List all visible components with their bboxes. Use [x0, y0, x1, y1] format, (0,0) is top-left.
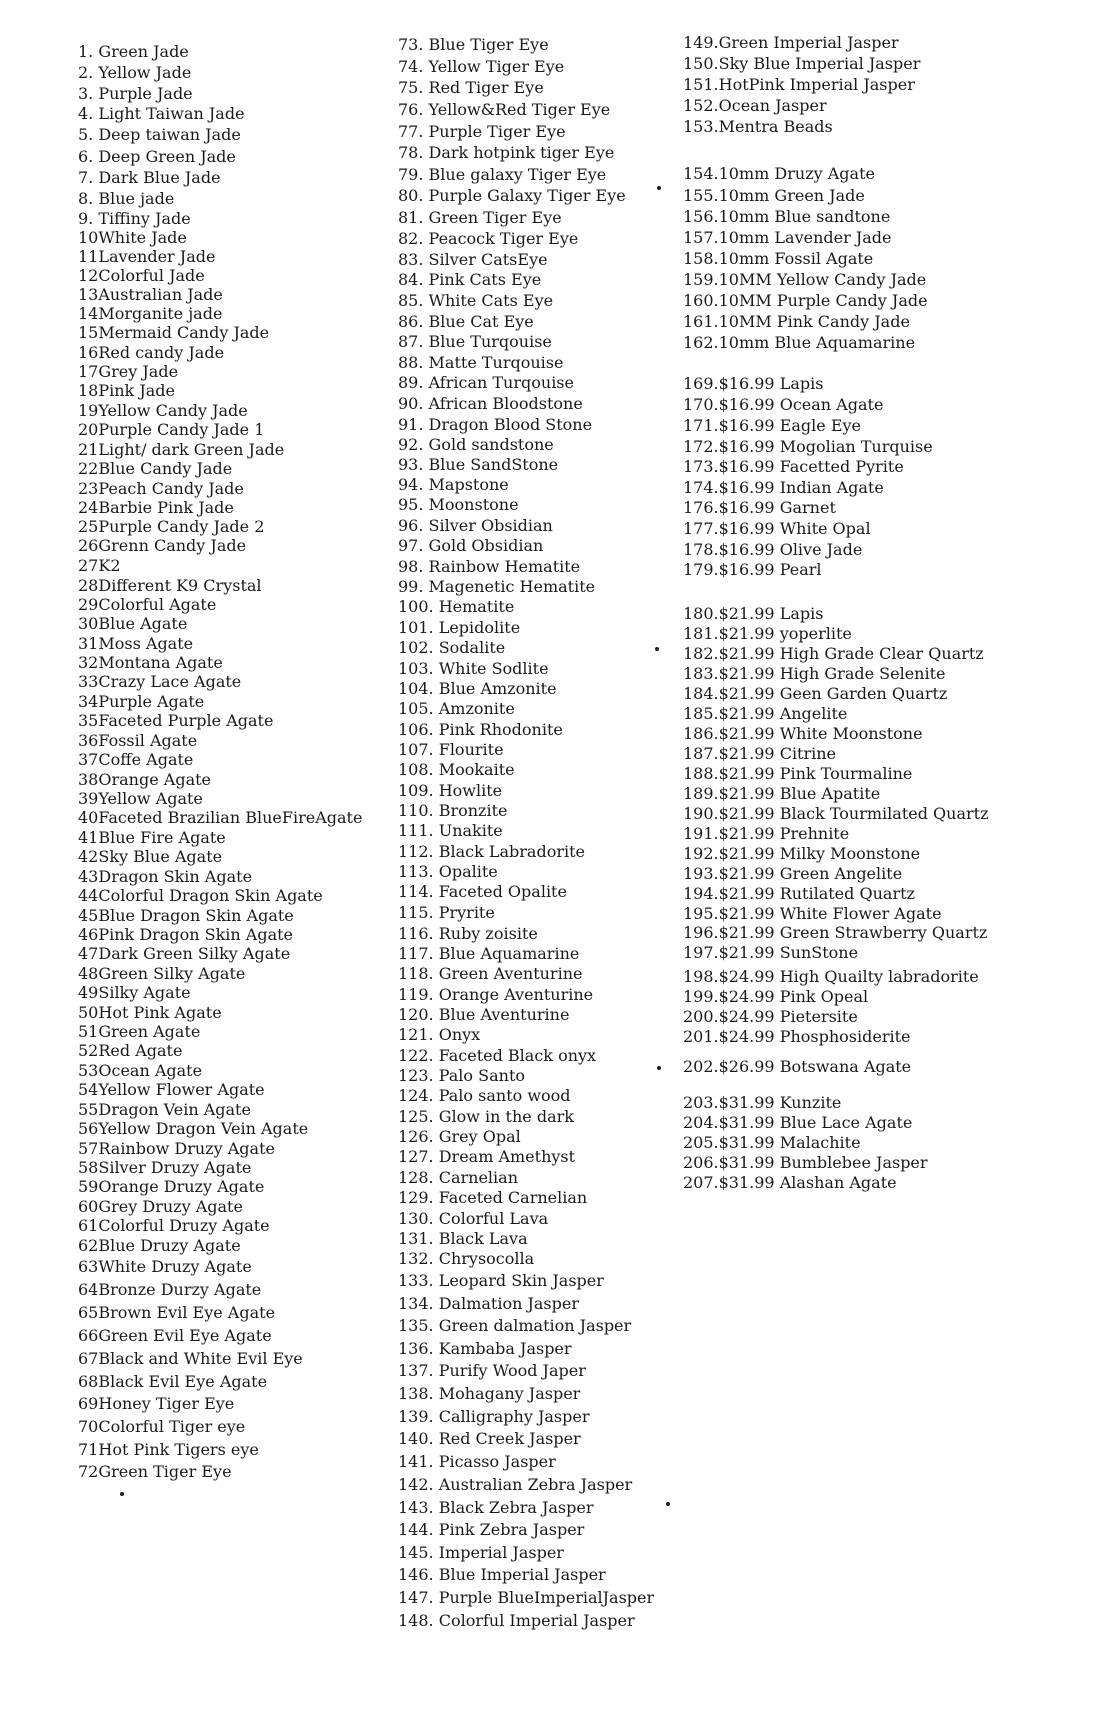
stone-list-item: 18Pink Jade: [78, 381, 175, 400]
stone-list-item: 117. Blue Aquamarine: [398, 944, 580, 963]
stone-list-item: 205.$31.99 Malachite: [683, 1133, 861, 1152]
stone-list-item: 149.Green Imperial Jasper: [683, 33, 899, 52]
stone-list-item: 170.$16.99 Ocean Agate: [683, 395, 884, 414]
stone-list-item: 177.$16.99 White Opal: [683, 519, 871, 538]
stone-list-item: 17Grey Jade: [78, 362, 179, 381]
stone-list-item: 159.10MM Yellow Candy Jade: [683, 270, 927, 289]
stone-list-item: 147. Purple BlueImperialJasper: [398, 1588, 655, 1607]
stone-list-item: 114. Faceted Opalite: [398, 882, 567, 901]
stone-list-item: 91. Dragon Blood Stone: [398, 415, 593, 434]
stone-list-item: 11Lavender Jade: [78, 247, 216, 266]
stray-mark-dot: [666, 1502, 670, 1506]
stone-list-item: 49Silky Agate: [78, 983, 191, 1002]
stone-list-item: 151.HotPink Imperial Jasper: [683, 75, 915, 94]
stone-list-item: 193.$21.99 Green Angelite: [683, 864, 903, 883]
stone-list-item: 118. Green Aventurine: [398, 964, 583, 983]
stone-list-item: 137. Purify Wood Japer: [398, 1361, 586, 1380]
stone-list-item: 154.10mm Druzy Agate: [683, 164, 875, 183]
stone-list-item: 85. White Cats Eye: [398, 291, 554, 310]
stone-list-item: 139. Calligraphy Jasper: [398, 1407, 590, 1426]
stone-list-item: 27K2: [78, 556, 121, 575]
stone-list-item: 86. Blue Cat Eye: [398, 312, 534, 331]
stone-list-item: 13Australian Jade: [78, 285, 223, 304]
stone-list-item: 190.$21.99 Black Tourmilated Quartz: [683, 804, 989, 823]
stone-list-item: 41Blue Fire Agate: [78, 828, 226, 847]
stone-list-item: 48Green Silky Agate: [78, 964, 246, 983]
stone-list-item: 199.$24.99 Pink Opeal: [683, 987, 869, 1006]
stone-list-item: 155.10mm Green Jade: [683, 186, 865, 205]
stone-list-item: 79. Blue galaxy Tiger Eye: [398, 165, 607, 184]
stone-list-item: 207.$31.99 Alashan Agate: [683, 1173, 897, 1192]
stone-list-item: 54Yellow Flower Agate: [78, 1080, 265, 1099]
stone-list-item: 174.$16.99 Indian Agate: [683, 478, 884, 497]
stone-list-item: 145. Imperial Jasper: [398, 1543, 564, 1562]
stone-list-item: 87. Blue Turqouise: [398, 332, 552, 351]
stone-list-item: 107. Flourite: [398, 740, 504, 759]
stone-list-item: 46Pink Dragon Skin Agate: [78, 925, 294, 944]
stone-list-item: 70Colorful Tiger eye: [78, 1417, 246, 1436]
stone-list-item: 67Black and White Evil Eye: [78, 1349, 303, 1368]
stone-list-item: 36Fossil Agate: [78, 731, 198, 750]
stone-list-item: 188.$21.99 Pink Tourmaline: [683, 764, 913, 783]
stone-list-item: 100. Hematite: [398, 597, 515, 616]
stone-list-item: 169.$16.99 Lapis: [683, 374, 824, 393]
stone-list-item: 62Blue Druzy Agate: [78, 1236, 241, 1255]
stone-list-item: 31Moss Agate: [78, 634, 194, 653]
stone-list-item: 148. Colorful Imperial Jasper: [398, 1611, 635, 1630]
stone-list-item: 171.$16.99 Eagle Eye: [683, 416, 862, 435]
stone-list-item: 172.$16.99 Mogolian Turquise: [683, 437, 933, 456]
stone-list-item: 128. Carnelian: [398, 1168, 518, 1187]
stone-list-item: 185.$21.99 Angelite: [683, 704, 848, 723]
stone-list-item: 20Purple Candy Jade 1: [78, 420, 265, 439]
stone-list-item: 77. Purple Tiger Eye: [398, 122, 566, 141]
stone-list-item: 181.$21.99 yoperlite: [683, 624, 852, 643]
stone-list-item: 157.10mm Lavender Jade: [683, 228, 892, 247]
stone-list-item: 106. Pink Rhodonite: [398, 720, 563, 739]
stone-list-item: 21Light/ dark Green Jade: [78, 440, 285, 459]
stone-list-item: 16Red candy Jade: [78, 343, 225, 362]
stone-list-item: 186.$21.99 White Moonstone: [683, 724, 923, 743]
stone-list-item: 183.$21.99 High Grade Selenite: [683, 664, 946, 683]
stone-list-item: 141. Picasso Jasper: [398, 1452, 556, 1471]
stone-list-item: 196.$21.99 Green Strawberry Quartz: [683, 923, 988, 942]
stone-list-item: 178.$16.99 Olive Jade: [683, 540, 863, 559]
stone-list-item: 120. Blue Aventurine: [398, 1005, 570, 1024]
stone-list-item: 191.$21.99 Prehnite: [683, 824, 850, 843]
stone-list-item: 108. Mookaite: [398, 760, 515, 779]
stone-list-item: 51Green Agate: [78, 1022, 201, 1041]
stone-list-item: 9. Tiffiny Jade: [78, 209, 191, 228]
stone-list-item: 144. Pink Zebra Jasper: [398, 1520, 585, 1539]
stone-list-item: 161.10MM Pink Candy Jade: [683, 312, 910, 331]
stone-list-item: 64Bronze Durzy Agate: [78, 1280, 262, 1299]
stone-list-item: 98. Rainbow Hematite: [398, 557, 581, 576]
stone-list-item: 180.$21.99 Lapis: [683, 604, 824, 623]
stone-list-item: 53Ocean Agate: [78, 1061, 203, 1080]
stone-list-item: 66Green Evil Eye Agate: [78, 1326, 272, 1345]
stone-list-item: 202.$26.99 Botswana Agate: [683, 1057, 912, 1076]
stone-list-item: 38Orange Agate: [78, 770, 211, 789]
stone-list-item: 61Colorful Druzy Agate: [78, 1216, 270, 1235]
stone-list-item: 124. Palo santo wood: [398, 1086, 571, 1105]
stone-list-item: 184.$21.99 Geen Garden Quartz: [683, 684, 948, 703]
stone-list-item: 50Hot Pink Agate: [78, 1003, 222, 1022]
stone-list-item: 102. Sodalite: [398, 638, 506, 657]
stone-list-item: 131. Black Lava: [398, 1229, 528, 1248]
stone-list-item: 56Yellow Dragon Vein Agate: [78, 1119, 309, 1138]
stone-list-item: 8. Blue jade: [78, 189, 175, 208]
stone-list-item: 93. Blue SandStone: [398, 455, 559, 474]
stone-list-item: 179.$16.99 Pearl: [683, 560, 822, 579]
stone-list-item: 204.$31.99 Blue Lace Agate: [683, 1113, 913, 1132]
stone-list-item: 94. Mapstone: [398, 475, 509, 494]
stone-list-item: 126. Grey Opal: [398, 1127, 521, 1146]
stone-list-item: 33Crazy Lace Agate: [78, 672, 242, 691]
stone-list-item: 103. White Sodlite: [398, 659, 549, 678]
stone-list-item: 81. Green Tiger Eye: [398, 208, 562, 227]
stone-list-item: 121. Onyx: [398, 1025, 481, 1044]
stone-list-item: 92. Gold sandstone: [398, 435, 554, 454]
stone-list-item: 109. Howlite: [398, 781, 503, 800]
stone-list-item: 194.$21.99 Rutilated Quartz: [683, 884, 915, 903]
stone-list-item: 52Red Agate: [78, 1041, 183, 1060]
stone-list-item: 55Dragon Vein Agate: [78, 1100, 251, 1119]
stone-list-item: 83. Silver CatsEye: [398, 250, 548, 269]
stone-list-item: 97. Gold Obsidian: [398, 536, 544, 555]
stone-list-item: 198.$24.99 High Quailty labradorite: [683, 967, 979, 986]
stone-list-item: 7. Dark Blue Jade: [78, 168, 221, 187]
stone-list-item: 58Silver Druzy Agate: [78, 1158, 252, 1177]
stone-list-item: 57Rainbow Druzy Agate: [78, 1139, 275, 1158]
stone-list-item: 60Grey Druzy Agate: [78, 1197, 243, 1216]
stone-list-item: 43Dragon Skin Agate: [78, 867, 253, 886]
stone-list-item: 142. Australian Zebra Jasper: [398, 1475, 633, 1494]
stone-list-item: 187.$21.99 Citrine: [683, 744, 837, 763]
stone-list-item: 105. Amzonite: [398, 699, 515, 718]
stone-list-item: 82. Peacock Tiger Eye: [398, 229, 579, 248]
stone-list-item: 44Colorful Dragon Skin Agate: [78, 886, 323, 905]
stone-list-item: 203.$31.99 Kunzite: [683, 1093, 842, 1112]
stone-list-item: 65Brown Evil Eye Agate: [78, 1303, 276, 1322]
stone-list-item: 197.$21.99 SunStone: [683, 943, 859, 962]
stone-list-item: 23Peach Candy Jade: [78, 479, 244, 498]
stone-list-item: 99. Magenetic Hematite: [398, 577, 596, 596]
stone-list-item: 140. Red Creek Jasper: [398, 1429, 581, 1448]
stone-list-item: 59Orange Druzy Agate: [78, 1177, 265, 1196]
stone-list-item: 146. Blue Imperial Jasper: [398, 1565, 606, 1584]
stone-list-item: 111. Unakite: [398, 821, 503, 840]
stone-list-item: 173.$16.99 Facetted Pyrite: [683, 457, 904, 476]
stone-list-item: 32Montana Agate: [78, 653, 223, 672]
stone-list-item: 39Yellow Agate: [78, 789, 203, 808]
stone-list-item: 201.$24.99 Phosphosiderite: [683, 1027, 911, 1046]
stone-list-item: 130. Colorful Lava: [398, 1209, 549, 1228]
stone-list-item: 192.$21.99 Milky Moonstone: [683, 844, 921, 863]
stone-list-item: 158.10mm Fossil Agate: [683, 249, 874, 268]
stray-mark-dot: [657, 1066, 661, 1070]
stone-list-item: 122. Faceted Black onyx: [398, 1046, 597, 1065]
stone-list-item: 80. Purple Galaxy Tiger Eye: [398, 186, 626, 205]
stone-list-item: 76. Yellow&Red Tiger Eye: [398, 100, 611, 119]
stone-list-item: 206.$31.99 Bumblebee Jasper: [683, 1153, 928, 1172]
stone-list-item: 150.Sky Blue Imperial Jasper: [683, 54, 921, 73]
stone-list-item: 24Barbie Pink Jade: [78, 498, 234, 517]
stone-list-item: 45Blue Dragon Skin Agate: [78, 906, 294, 925]
stone-list-item: 96. Silver Obsidian: [398, 516, 553, 535]
stone-list-item: 153.Mentra Beads: [683, 117, 833, 136]
stone-list-item: 138. Mohagany Jasper: [398, 1384, 581, 1403]
stone-list-item: 29Colorful Agate: [78, 595, 217, 614]
stone-list-item: 112. Black Labradorite: [398, 842, 585, 861]
stone-list-item: 133. Leopard Skin Jasper: [398, 1271, 604, 1290]
stone-list-item: 116. Ruby zoisite: [398, 924, 538, 943]
stone-list-item: 69Honey Tiger Eye: [78, 1394, 235, 1413]
stone-list-item: 127. Dream Amethyst: [398, 1147, 576, 1166]
stone-list-item: 74. Yellow Tiger Eye: [398, 57, 565, 76]
stone-list-item: 37Coffe Agate: [78, 750, 194, 769]
stone-list-item: 89. African Turqouise: [398, 373, 574, 392]
stone-list-item: 115. Pryrite: [398, 903, 495, 922]
stray-mark-dot: [657, 186, 661, 190]
stone-list-item: 162.10mm Blue Aquamarine: [683, 333, 916, 352]
stone-list-item: 68Black Evil Eye Agate: [78, 1372, 268, 1391]
stone-list-item: 113. Opalite: [398, 862, 498, 881]
stone-list-item: 40Faceted Brazilian BlueFireAgate: [78, 808, 363, 827]
stone-list-item: 176.$16.99 Garnet: [683, 498, 836, 517]
stone-list-item: 78. Dark hotpink tiger Eye: [398, 143, 615, 162]
stone-list-item: 134. Dalmation Jasper: [398, 1294, 579, 1313]
stone-list-item: 71Hot Pink Tigers eye: [78, 1440, 259, 1459]
stone-list-item: 84. Pink Cats Eye: [398, 270, 542, 289]
stone-list-item: 10White Jade: [78, 228, 187, 247]
stone-list-item: 129. Faceted Carnelian: [398, 1188, 588, 1207]
stone-list-item: 132. Chrysocolla: [398, 1249, 535, 1268]
stone-list-item: 12Colorful Jade: [78, 266, 205, 285]
stone-list-item: 135. Green dalmation Jasper: [398, 1316, 632, 1335]
stone-list-item: 6. Deep Green Jade: [78, 147, 236, 166]
stone-list-item: 136. Kambaba Jasper: [398, 1339, 572, 1358]
stone-list-item: 75. Red Tiger Eye: [398, 78, 544, 97]
stone-list-item: 19Yellow Candy Jade: [78, 401, 248, 420]
stone-list-item: 189.$21.99 Blue Apatite: [683, 784, 881, 803]
stone-list-item: 2. Yellow Jade: [78, 63, 192, 82]
stone-list-item: 123. Palo Santo: [398, 1066, 525, 1085]
stone-list-item: 152.Ocean Jasper: [683, 96, 827, 115]
stone-list-item: 110. Bronzite: [398, 801, 508, 820]
stone-list-item: 125. Glow in the dark: [398, 1107, 574, 1126]
stone-list-item: 101. Lepidolite: [398, 618, 521, 637]
stone-list-item: 90. African Bloodstone: [398, 394, 583, 413]
stone-list-item: 95. Moonstone: [398, 495, 519, 514]
stone-list-item: 22Blue Candy Jade: [78, 459, 233, 478]
stone-list-item: 156.10mm Blue sandtone: [683, 207, 891, 226]
stone-list-item: 160.10MM Purple Candy Jade: [683, 291, 928, 310]
stone-list-item: 4. Light Taiwan Jade: [78, 104, 245, 123]
stone-list-item: 47Dark Green Silky Agate: [78, 944, 291, 963]
stone-list-item: 42Sky Blue Agate: [78, 847, 223, 866]
stone-list-item: 72Green Tiger Eye: [78, 1462, 232, 1481]
stone-list-item: 88. Matte Turqouise: [398, 353, 564, 372]
stone-list-item: 14Morganite jade: [78, 304, 223, 323]
stone-list-item: 28Different K9 Crystal: [78, 576, 262, 595]
stone-list-item: 35Faceted Purple Agate: [78, 711, 274, 730]
stone-list-item: 15Mermaid Candy Jade: [78, 323, 270, 342]
stone-list-item: 143. Black Zebra Jasper: [398, 1498, 594, 1517]
stone-list-item: 195.$21.99 White Flower Agate: [683, 904, 942, 923]
stone-list-item: 200.$24.99 Pietersite: [683, 1007, 858, 1026]
stone-list-item: 30Blue Agate: [78, 614, 188, 633]
stone-list-item: 182.$21.99 High Grade Clear Quartz: [683, 644, 984, 663]
stone-list-item: 73. Blue Tiger Eye: [398, 35, 549, 54]
stone-list-item: 63White Druzy Agate: [78, 1257, 252, 1276]
stone-list-item: 119. Orange Aventurine: [398, 985, 594, 1004]
stone-list-item: 1. Green Jade: [78, 42, 189, 61]
stone-list-item: 25Purple Candy Jade 2: [78, 517, 265, 536]
stone-list-item: 26Grenn Candy Jade: [78, 536, 247, 555]
stone-list-item: 104. Blue Amzonite: [398, 679, 557, 698]
stone-list-item: 5. Deep taiwan Jade: [78, 125, 241, 144]
stone-list-item: 3. Purple Jade: [78, 84, 193, 103]
stone-list-item: 34Purple Agate: [78, 692, 205, 711]
stray-mark-dot: [120, 1492, 124, 1496]
stray-mark-dot: [655, 647, 659, 651]
